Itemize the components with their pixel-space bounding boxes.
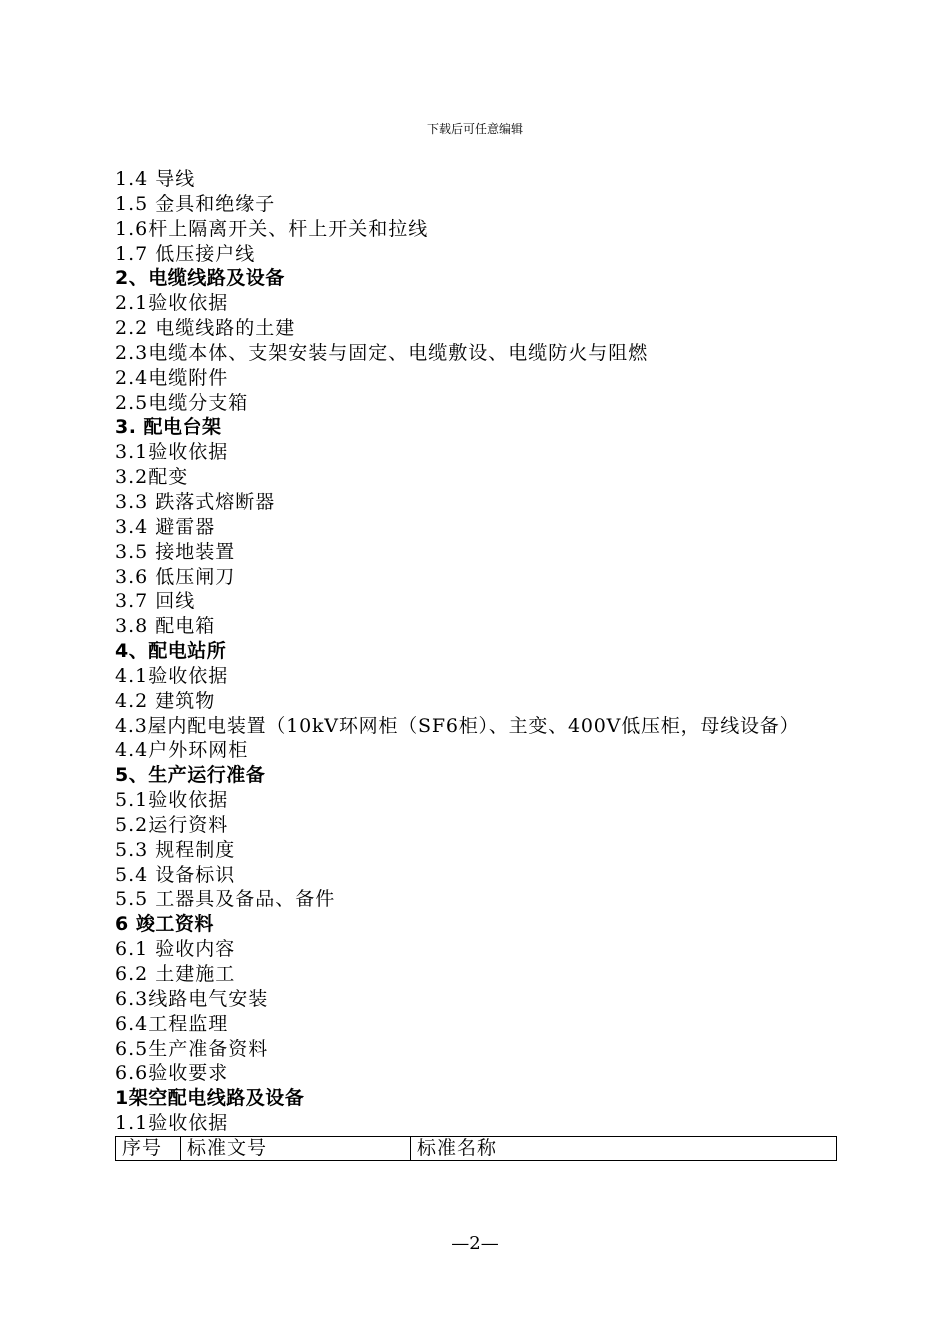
toc-item: 3.5 接地装置 [115,540,236,563]
section-heading: 4、配电站所 [115,640,227,663]
toc-item: 3.4 避雷器 [115,515,216,538]
page-number: —2— [451,1233,499,1254]
toc-item: 2.5电缆分支箱 [115,391,249,414]
toc-item: 1.6杆上隔离开关、杆上开关和拉线 [115,217,429,240]
toc-item: 3.8 配电箱 [115,615,216,638]
toc-item: 6.6验收要求 [115,1062,229,1085]
toc-item: 5.1验收依据 [115,789,229,812]
toc-item: 2.3电缆本体、支架安装与固定、电缆敷设、电缆防火与阻燃 [115,341,649,364]
toc-item: 3.6 低压闸刀 [115,565,236,588]
toc-item: 4.3屋内配电装置（10kV环网柜（SF6柜）、主变、400V低压柜，母线设备） [115,714,800,737]
toc-item: 5.2运行资料 [115,813,229,836]
toc-item: 5.3 规程制度 [115,838,236,861]
section-heading: 1架空配电线路及设备 [115,1087,305,1110]
toc-item: 3.2配变 [115,466,189,489]
section-heading: 6 竣工资料 [115,913,214,936]
standards-table [115,1136,837,1161]
toc-item: 1.7 低压接户线 [115,242,256,265]
toc-item: 2.2 电缆线路的土建 [115,317,296,340]
toc-item: 3.1验收依据 [115,441,229,464]
section-heading: 2、电缆线路及设备 [115,267,285,290]
toc-item: 6.3线路电气安装 [115,987,269,1010]
toc-item: 3.7 回线 [115,590,196,613]
toc-item: 5.5 工器具及备品、备件 [115,888,336,911]
section-heading: 5、生产运行准备 [115,764,266,787]
toc-item: 4.2 建筑物 [115,689,216,712]
table-header-name: 标准名称 [411,1136,837,1160]
toc-item: 2.1验收依据 [115,292,229,315]
toc-item: 1.4 导线 [115,168,196,190]
table-header-index: 序号 [116,1136,181,1160]
table-header-code: 标准文号 [181,1136,411,1160]
toc-item: 6.4工程监理 [115,1012,229,1035]
toc-item: 6.5生产准备资料 [115,1037,269,1060]
toc-item: 2.4电缆附件 [115,366,229,389]
toc-item: 1.5 金具和绝缘子 [115,192,276,215]
toc-item: 3.3 跌落式熔断器 [115,490,276,513]
table-header-row [116,1136,837,1160]
toc-item: 4.4户外环网柜 [115,739,249,762]
toc-list [115,167,837,1136]
toc-item: 5.4 设备标识 [115,863,236,886]
document-body [115,167,837,1161]
toc-item: 6.2 土建施工 [115,963,236,985]
toc-item: 6.1 验收内容 [115,938,236,961]
toc-item: 4.1验收依据 [115,664,229,687]
toc-item: 1.1验收依据 [115,1112,229,1135]
page-header: 下载后可任意编辑 [426,122,523,136]
section-heading: 3. 配电台架 [115,416,222,439]
